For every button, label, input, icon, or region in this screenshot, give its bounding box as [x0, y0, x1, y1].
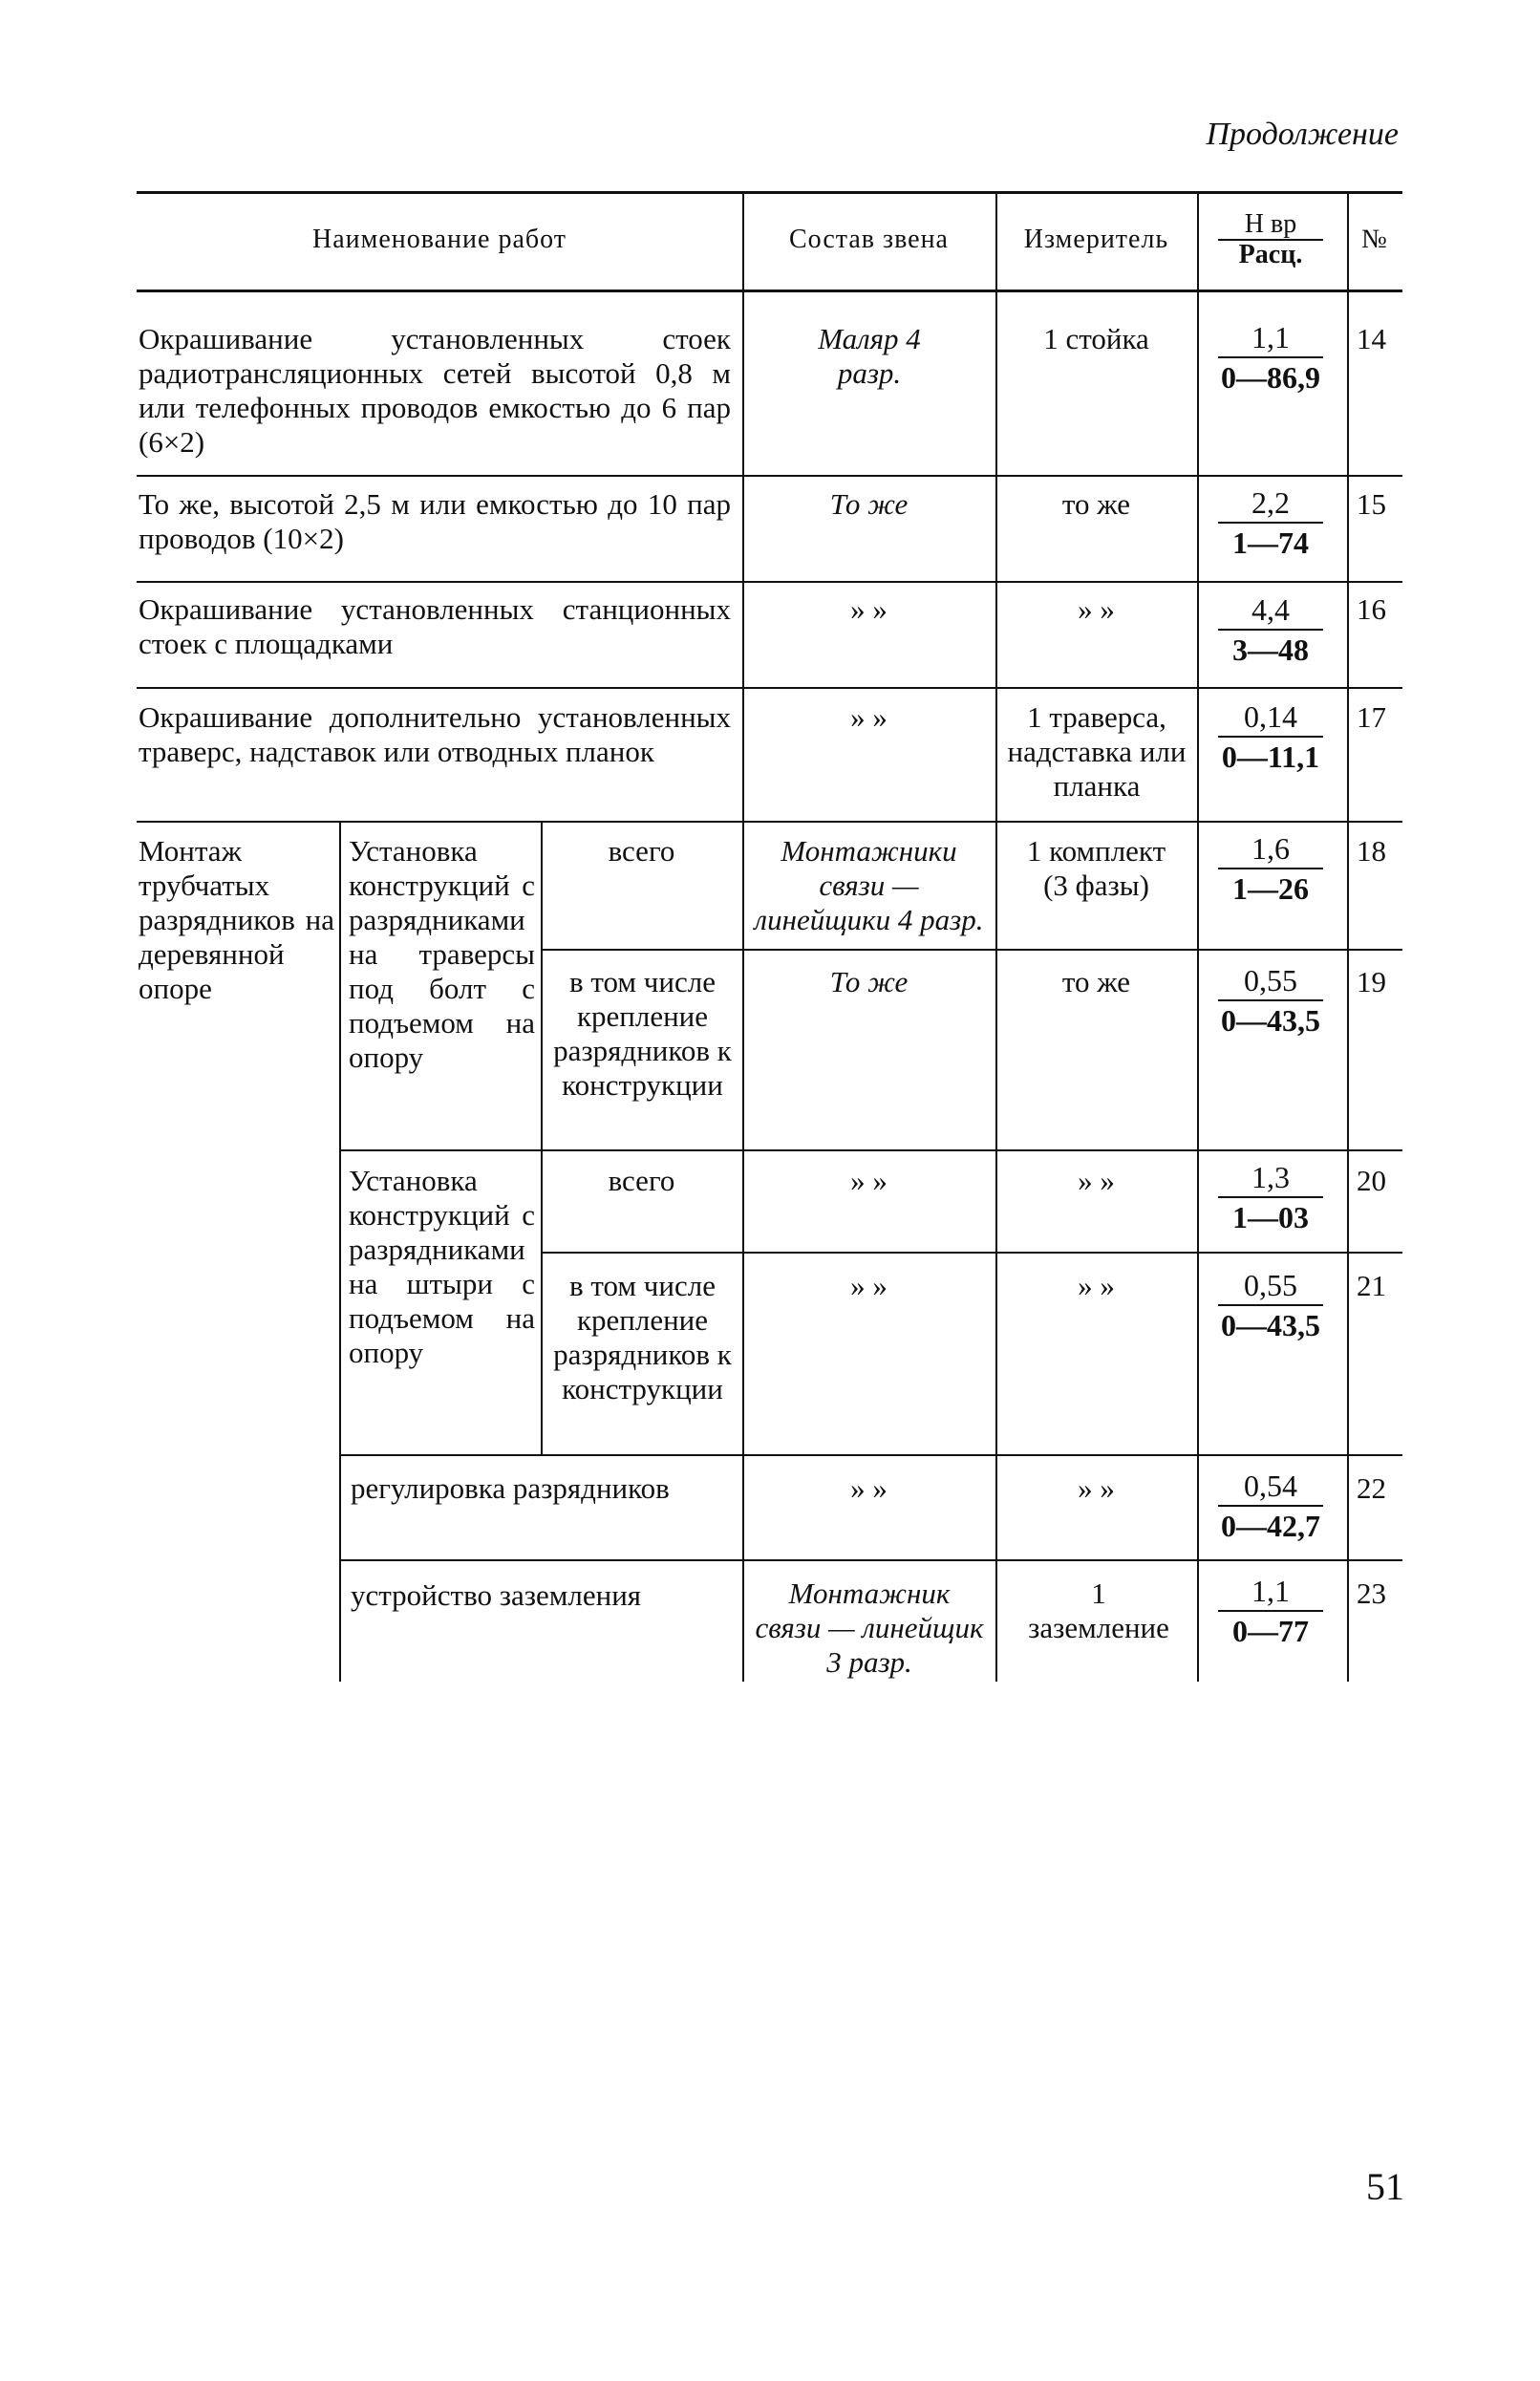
norm-value: 2,2	[1218, 483, 1323, 524]
rate-value: 0—86,9	[1221, 360, 1320, 395]
subgroup-2-name: Установка конструкций с разрядниками на штыри с подъемом на опору	[349, 1164, 535, 1369]
norm-header-top: Н вр	[1218, 210, 1323, 241]
subgroup-1-name: Установка конструкций с разрядниками на траверсы под болт с подъемом на опору	[349, 834, 535, 1074]
row-23-number: 23	[1357, 1577, 1386, 1610]
row-23-unit: 1 заземление	[1028, 1577, 1169, 1644]
row-16-norm	[1208, 590, 1333, 669]
norm-value: 1,6	[1218, 829, 1323, 869]
row-23-crew: Монтажник связи — линейщик 3 разр.	[755, 1577, 984, 1679]
row-22-norm	[1208, 1467, 1333, 1545]
row-21-crew: » »	[850, 1269, 888, 1302]
group-divider	[339, 821, 341, 1682]
row-16-name: Окрашивание установленных станционных стоек с площадками	[139, 592, 731, 660]
row-18-norm	[1208, 829, 1333, 908]
rate-value: 1—03	[1232, 1200, 1309, 1234]
row-rule	[137, 687, 1402, 689]
norm-value: 1,1	[1218, 318, 1323, 358]
row-23-name: устройство заземления	[351, 1578, 642, 1612]
rate-value: 3—48	[1232, 633, 1309, 667]
row-22-crew: » »	[850, 1471, 888, 1505]
row-15-crew: То же	[829, 487, 909, 521]
rate-value: 0—43,5	[1221, 1308, 1320, 1342]
row-14-crew: Маляр 4 разр.	[818, 322, 921, 390]
row-20-norm	[1208, 1158, 1333, 1236]
subgroup-divider	[541, 821, 543, 1454]
rate-value: 0—11,1	[1221, 740, 1320, 774]
row-14-unit: 1 стойка	[1043, 322, 1149, 355]
row-18-crew: Монтажники связи — линейщики 4 разр.	[754, 834, 984, 936]
row-23-norm	[1208, 1572, 1333, 1650]
norm-value: 0,55	[1218, 1266, 1323, 1306]
row-17-name: Окрашивание дополнительно установленных траверс, надставок или отводных планок	[139, 700, 731, 768]
row-21-scope: в том числе крепление разрядников к конструкции	[553, 1269, 732, 1405]
col-header-crew: Состав звена	[789, 225, 949, 254]
col-divider-norm	[1197, 191, 1199, 1682]
row-rule	[541, 949, 1402, 951]
row-17-number: 17	[1357, 700, 1386, 734]
rate-value: 0—77	[1232, 1614, 1309, 1648]
row-21-number: 21	[1357, 1269, 1386, 1302]
col-header-norm	[1208, 210, 1333, 269]
row-14-number: 14	[1357, 322, 1386, 355]
row-22-unit: » »	[1078, 1471, 1115, 1505]
table-top-rule	[137, 191, 1402, 194]
row-20-unit: » »	[1078, 1164, 1115, 1197]
row-rule	[339, 1559, 1402, 1561]
row-rule	[339, 1149, 1402, 1151]
row-21-norm	[1208, 1266, 1333, 1344]
row-16-unit: » »	[1078, 592, 1115, 626]
norm-value: 1,3	[1218, 1158, 1323, 1198]
norm-header-bottom: Расц.	[1238, 240, 1303, 269]
row-14-norm	[1208, 318, 1333, 397]
row-14-name: Окрашивание установленных стоек радиотрансляционных сетей высотой 0,8 м или телефонных проводов емкостью до 6 пар (6×2)	[139, 322, 731, 459]
header-bottom-rule	[137, 290, 1402, 292]
row-17-norm	[1208, 697, 1333, 776]
row-18-number: 18	[1357, 834, 1386, 868]
row-rule	[137, 475, 1402, 477]
row-19-number: 19	[1357, 965, 1386, 998]
row-20-crew: » »	[850, 1164, 888, 1197]
norm-value: 1,1	[1218, 1572, 1323, 1612]
row-22-name: регулировка разрядников	[351, 1471, 670, 1505]
page-number: 51	[1366, 2165, 1404, 2208]
norm-value: 0,14	[1218, 697, 1323, 738]
row-21-unit: » »	[1078, 1269, 1115, 1302]
row-18-scope: всего	[608, 834, 675, 868]
row-15-number: 15	[1357, 487, 1386, 521]
continuation-label: Продолжение	[1206, 117, 1399, 152]
row-17-crew: » »	[850, 700, 888, 734]
row-22-number: 22	[1357, 1471, 1386, 1505]
row-20-scope: всего	[608, 1164, 675, 1197]
col-divider-unit	[995, 191, 997, 1682]
row-19-norm	[1208, 961, 1333, 1040]
row-15-norm	[1208, 483, 1333, 562]
col-header-number: №	[1361, 225, 1388, 254]
row-16-number: 16	[1357, 592, 1386, 626]
row-19-scope: в том числе крепление разрядников к конструкции	[553, 965, 732, 1102]
row-15-name: То же, высотой 2,5 м или емкостью до 10 пар проводов (10×2)	[139, 487, 731, 555]
row-rule	[339, 1454, 1402, 1456]
rate-value: 0—43,5	[1221, 1003, 1320, 1038]
row-18-unit: 1 комплект (3 фазы)	[1026, 834, 1166, 902]
norm-value: 0,55	[1218, 961, 1323, 1001]
rate-value: 0—42,7	[1221, 1509, 1320, 1543]
col-header-unit: Измеритель	[1023, 225, 1169, 254]
group-name: Монтаж трубчатых разрядников на деревянной опоре	[139, 834, 334, 1005]
row-16-crew: » »	[850, 592, 888, 626]
row-17-unit: 1 траверса, надставка или планка	[1007, 700, 1187, 803]
col-divider-crew	[742, 191, 744, 1682]
col-header-name: Наименование работ	[312, 225, 567, 254]
row-rule	[137, 821, 1402, 823]
norm-value: 4,4	[1218, 590, 1323, 631]
row-19-crew: То же	[829, 965, 909, 998]
norm-value: 0,54	[1218, 1467, 1323, 1507]
row-rule	[541, 1252, 1402, 1254]
rate-value: 1—74	[1232, 526, 1309, 560]
row-15-unit: то же	[1061, 487, 1131, 521]
row-rule	[137, 581, 1402, 583]
row-20-number: 20	[1357, 1164, 1386, 1197]
col-divider-number	[1347, 191, 1349, 1682]
rate-value: 1—26	[1232, 871, 1309, 906]
row-19-unit: то же	[1061, 965, 1131, 998]
